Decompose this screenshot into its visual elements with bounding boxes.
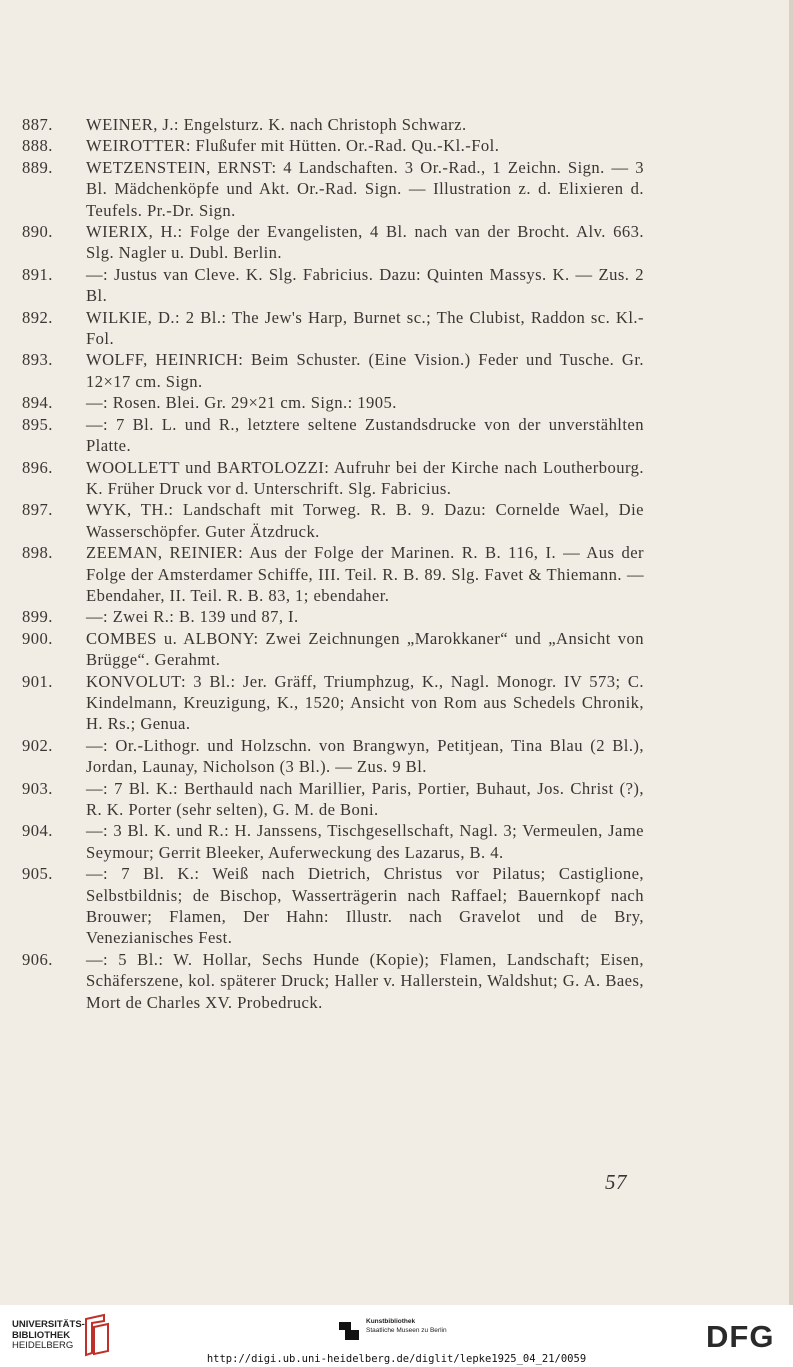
entry-text: COMBES u. ALBONY: Zwei Zeichnungen „Marokkaner“ und „Ansicht von Brügge“. Gerahmt. [86, 628, 644, 670]
entry-number: 899. [22, 607, 53, 627]
catalog-entry [22, 349, 644, 392]
catalog-entry [22, 863, 644, 949]
entry-text: WILKIE, D.: 2 Bl.: The Jew's Harp, Burnet sc.; The Clubist, Raddon sc. Kl.-Fol. [86, 307, 644, 349]
kunstbibliothek-emblem-icon [337, 1318, 361, 1342]
entry-text: —: 7 Bl. K.: Berthauld nach Marillier, Paris, Portier, Buhaut, Jos. Christ (?), R. K. Porter (sehr selten), G. M. de Boni. [86, 778, 644, 819]
entry-text: —: 3 Bl. K. und R.: H. Janssens, Tischgesellschaft, Nagl. 3; Vermeulen, Jame Seymour; Gerrit Bleeker, Auferweckung des Lazarus, B. 4. [86, 821, 644, 862]
entry-text: WEINER, J.: Engelsturz. K. nach Christoph Schwarz. [86, 115, 467, 134]
catalog-entry [22, 628, 644, 671]
catalog-entry [22, 414, 644, 457]
ub-logo-line: HEIDELBERG [12, 1340, 74, 1351]
catalog-entry [22, 264, 644, 307]
entry-text: —: 5 Bl.: W. Hollar, Sechs Hunde (Kopie); Flamen, Landschaft; Eisen, Schäferszene, kol. späterer Druck; Haller v. Hallerstein, Waldshut; G. A. Baes, Mort de Charles XV. Probedruck. [86, 949, 644, 1012]
entry-number: 894. [22, 393, 53, 413]
entry-text: —: Rosen. Blei. Gr. 29×21 cm. Sign.: 1905. [86, 393, 397, 413]
entry-number: 896. [22, 457, 53, 477]
entry-text: —: 7 Bl. K.: Weiß nach Dietrich, Christus vor Pilatus; Castiglione, Selbstbildnis; de Bischop, Wasserträgerin nach Raffael; Bauernkopf nach Brouwer; Flamen, Der Hahn: Illustr. nach Gravelot und de Bry, Venezianisches Fest. [86, 864, 644, 948]
entry-number: 904. [22, 821, 53, 841]
entry-text: WYK, TH.: Landschaft mit Torweg. R. B. 9. Dazu: Cornelde Wael, Die Wasserschöpfer. Guter Ätzdruck. [86, 500, 644, 541]
entry-text: WETZENSTEIN, ERNST: 4 Landschaften. 3 Or.-Rad., 1 Zeichn. Sign. — 3 Bl. Mädchenköpfe und Akt. Or.-Rad. Sign. — Illustration z. d. Elixieren d. Teufels. Pr.-Dr. Sign. [86, 157, 644, 220]
catalog-entry [22, 735, 644, 778]
entry-number: 890. [22, 222, 53, 242]
catalog-entry [22, 671, 644, 735]
entry-number: 901. [22, 671, 53, 691]
catalog-entry [22, 606, 644, 627]
kb-logo-line: Staatliche Museen zu Berlin [366, 1327, 447, 1334]
entry-text: WOLFF, HEINRICH: Beim Schuster. (Eine Vision.) Feder und Tusche. Gr. 12×17 cm. Sign. [86, 350, 644, 391]
entry-number: 903. [22, 778, 53, 798]
entry-number: 891. [22, 264, 53, 284]
catalog-entry [22, 114, 644, 135]
entry-number: 897. [22, 500, 53, 520]
ub-logo-line: BIBLIOTHEK [12, 1329, 71, 1341]
catalog-entry [22, 499, 644, 542]
entry-number: 889. [22, 157, 53, 177]
catalog-entry [22, 392, 644, 413]
dfg-logo[interactable]: DFG [706, 1319, 775, 1354]
entry-text: —: 7 Bl. L. und R., letztere seltene Zustandsdrucke von der unverstählten Platte. [86, 414, 644, 456]
catalog-entry-list [22, 114, 644, 1013]
entry-text: —: Or.-Lithogr. und Holzschn. von Brangwyn, Petitjean, Tina Blau (2 Bl.), Jordan, Launay, Nicholson (3 Bl.). — Zus. 9 Bl. [86, 735, 644, 777]
catalog-entry [22, 542, 644, 606]
entry-text: ZEEMAN, REINIER: Aus der Folge der Marinen. R. B. 116, I. — Aus der Folge der Amsterdamer Schiffe, III. Teil. R. B. 89. Slg. Favet & Thiemann. — Ebendaher, II. Teil. R. B. 83, 1; ebendaher. [86, 543, 644, 605]
catalog-entry [22, 457, 644, 500]
entry-number: 900. [22, 628, 53, 648]
catalog-entry [22, 221, 644, 264]
page-edge-shadow [789, 0, 793, 1305]
page-number: 57 [605, 1170, 627, 1194]
entry-text: —: Justus van Cleve. K. Slg. Fabricius. Dazu: Quinten Massys. K. — Zus. 2 Bl. [86, 264, 644, 306]
catalog-entry [22, 778, 644, 821]
entry-text: WEIROTTER: Flußufer mit Hütten. Or.-Rad. Qu.-Kl.-Fol. [86, 136, 500, 156]
catalog-entry [22, 820, 644, 863]
catalog-entry [22, 949, 644, 1013]
entry-number: 892. [22, 307, 53, 327]
entry-number: 895. [22, 414, 53, 434]
entry-text: WIERIX, H.: Folge der Evangelisten, 4 Bl. nach van der Brocht. Alv. 663. Slg. Nagler u. Dubl. Berlin. [86, 222, 644, 263]
entry-number: 887. [22, 115, 53, 134]
catalog-entry [22, 135, 644, 156]
kb-logo-line: Kunstbibliothek [366, 1318, 416, 1325]
ub-heidelberg-logo[interactable] [12, 1320, 85, 1352]
ub-emblem-icon [82, 1313, 110, 1357]
entry-number: 888. [22, 136, 53, 156]
entry-text: KONVOLUT: 3 Bl.: Jer. Gräff, Triumphzug, K., Nagl. Monogr. IV 573; C. Kindelmann, Kreuzigung, K., 1520; Ansicht von Rom aus Schedels Chronik, H. Rs.; Genua. [86, 671, 644, 734]
source-url-link[interactable]: http://digi.ub.uni-heidelberg.de/diglit/lepke1925_04_21/0059 [206, 1353, 587, 1365]
catalog-entry [22, 157, 644, 221]
entry-number: 902. [22, 735, 53, 755]
catalog-entry [22, 307, 644, 350]
entry-number: 905. [22, 864, 53, 884]
entry-number: 906. [22, 949, 53, 969]
entry-number: 893. [22, 350, 53, 370]
kunstbibliothek-logo[interactable] [366, 1317, 447, 1335]
entry-text: WOOLLETT und BARTOLOZZI: Aufruhr bei der Kirche nach Loutherbourg. K. Früher Druck vor d. Unterschrift. Slg. Fabricius. [86, 457, 644, 498]
entry-text: —: Zwei R.: B. 139 und 87, I. [86, 607, 299, 627]
entry-number: 898. [22, 543, 53, 563]
ub-logo-line: UNIVERSITÄTS- [12, 1319, 85, 1330]
